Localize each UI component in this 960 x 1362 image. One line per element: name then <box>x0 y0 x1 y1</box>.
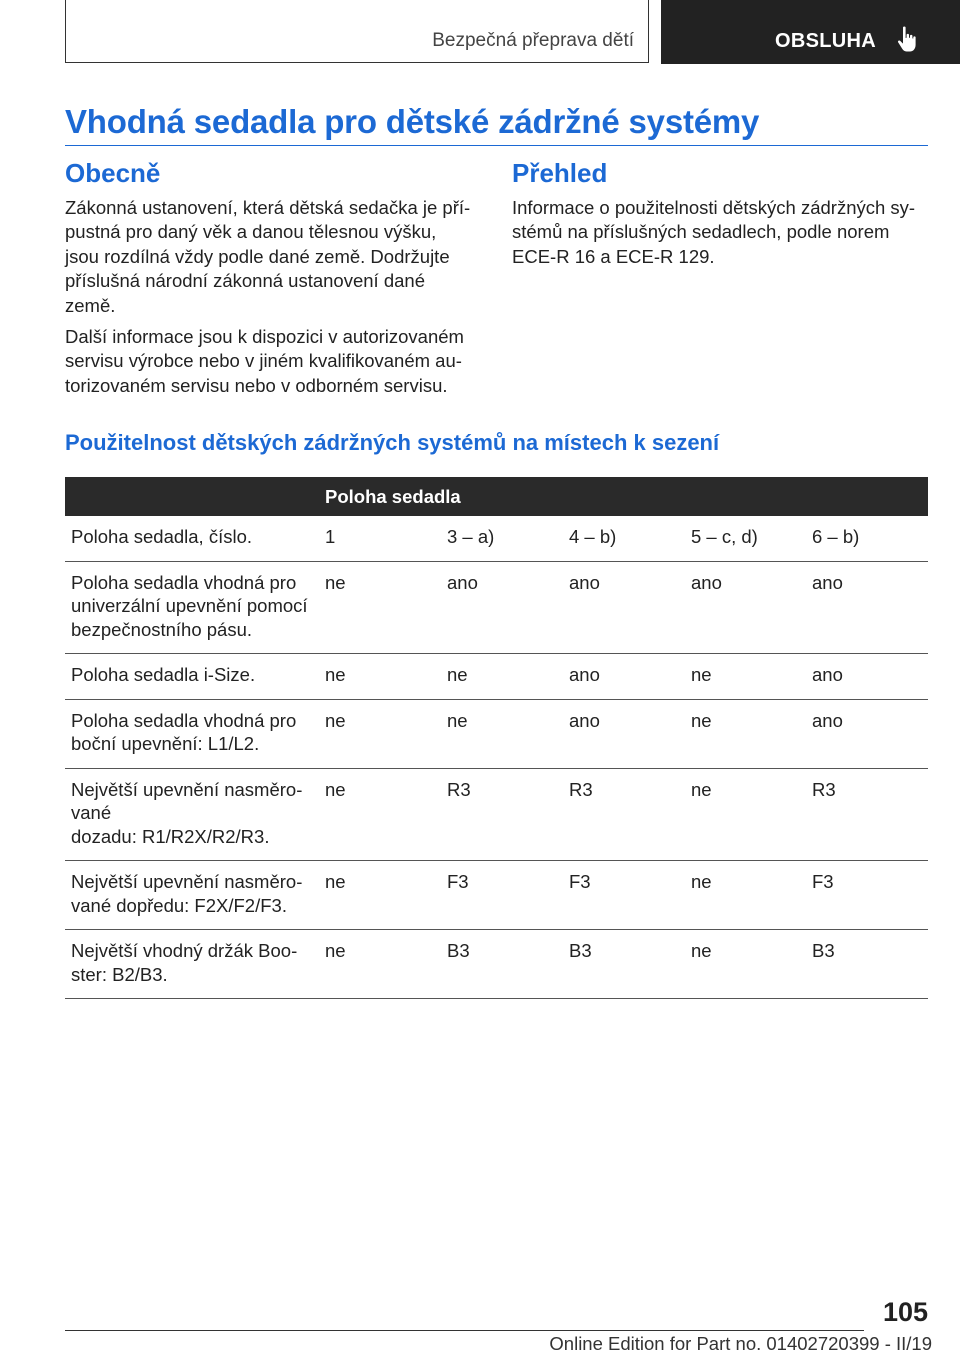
table-cell: ne <box>319 561 441 654</box>
table-cell: B3 <box>441 930 563 999</box>
table-cell: ano <box>563 561 685 654</box>
title-divider <box>65 145 928 146</box>
table-row <box>65 861 928 930</box>
table-cell: ano <box>563 699 685 768</box>
table-cell: ne <box>319 699 441 768</box>
table-cell: R3 <box>806 768 928 861</box>
header-chapter-box <box>661 0 960 64</box>
overview-heading: Přehled <box>512 158 608 188</box>
overview-section <box>512 158 930 276</box>
table-row <box>65 699 928 768</box>
pointing-hand-icon <box>897 25 919 55</box>
table-header-cell <box>65 477 319 516</box>
table-row <box>65 561 928 654</box>
table-row <box>65 654 928 700</box>
table-cell: ne <box>319 768 441 861</box>
table-header-caption: Poloha sedadla <box>319 477 928 516</box>
overview-paragraph: Informace o použitelnosti dětských zádržných systémů na příslušných sedadlech, podle norem ECE-R 16 a ECE-R 129. <box>512 197 916 267</box>
table-cell: 4 – b) <box>563 516 685 561</box>
usage-table <box>65 477 928 999</box>
table-cell: 3 – a) <box>441 516 563 561</box>
table-row <box>65 930 928 999</box>
general-section <box>65 158 475 405</box>
table-row-label: Poloha sedadla i-Size. <box>65 654 319 700</box>
table-row-label: Největší upevnění nasměrované dozadu: R1/R2X/R2/R3. <box>65 768 319 861</box>
table-row-label: Poloha sedadla, číslo. <box>65 516 319 561</box>
table-cell: 1 <box>319 516 441 561</box>
general-paragraph: Zákonná ustanovení, která dětská sedačka je přípustná pro daný věk a danou tělesnou výšku, jsou rozdílná vždy podle dané země. Dodržujte příslušná národní zákonná ustanovení dané země. <box>65 197 471 316</box>
footer-divider <box>65 1330 864 1331</box>
general-heading: Obecně <box>65 158 161 188</box>
header-section-box <box>65 0 649 63</box>
table-header-row <box>65 477 928 516</box>
table-cell: ne <box>685 861 806 930</box>
table-cell: ano <box>806 561 928 654</box>
header-chapter-title: OBSLUHA <box>775 30 876 52</box>
table-cell: ano <box>806 699 928 768</box>
table-cell: ano <box>806 654 928 700</box>
page-number: 105 <box>882 1297 928 1327</box>
table-cell: 6 – b) <box>806 516 928 561</box>
table-row <box>65 516 928 561</box>
table-cell: F3 <box>806 861 928 930</box>
table-cell: R3 <box>441 768 563 861</box>
header-section-title: Bezpečná přeprava dětí <box>432 30 634 51</box>
table-cell: ne <box>685 654 806 700</box>
general-paragraph: Další informace jsou k dispozici v autorizovaném servisu výrobce nebo v jiném kvalifikovaném autorizovaném servisu nebo v odborném servisu. <box>65 326 464 396</box>
table-cell: ano <box>685 561 806 654</box>
table-cell: ne <box>319 654 441 700</box>
table-cell: ne <box>319 861 441 930</box>
table-cell: ne <box>319 930 441 999</box>
table-cell: ne <box>685 930 806 999</box>
table-row-label: Největší vhodný držák Booster: B2/B3. <box>65 930 319 999</box>
table-cell: ne <box>441 654 563 700</box>
table-cell: F3 <box>441 861 563 930</box>
table-row-label: Poloha sedadla vhodná pro boční upevnění: L1/L2. <box>65 699 319 768</box>
footer-edition: Online Edition for Part no. 01402720399 - II/19 <box>549 1333 932 1354</box>
table-cell: 5 – c, d) <box>685 516 806 561</box>
table-cell: F3 <box>563 861 685 930</box>
table-cell: R3 <box>563 768 685 861</box>
table-cell: ne <box>685 768 806 861</box>
page-title: Vhodná sedadla pro dětské zádržné systémy <box>65 103 760 140</box>
table-cell: B3 <box>806 930 928 999</box>
usage-section-title: Použitelnost dětských zádržných systémů na místech k sezení <box>65 430 720 455</box>
table-row-label: Největší upevnění nasměrované dopředu: F2X/F2/F3. <box>65 861 319 930</box>
table-cell: ne <box>685 699 806 768</box>
table-cell: ano <box>441 561 563 654</box>
table-row-label: Poloha sedadla vhodná pro univerzální upevnění pomocí bezpečnostního pásu. <box>65 561 319 654</box>
table-body <box>65 516 928 999</box>
table-cell: B3 <box>563 930 685 999</box>
table-row <box>65 768 928 861</box>
table-cell: ano <box>563 654 685 700</box>
table-cell: ne <box>441 699 563 768</box>
